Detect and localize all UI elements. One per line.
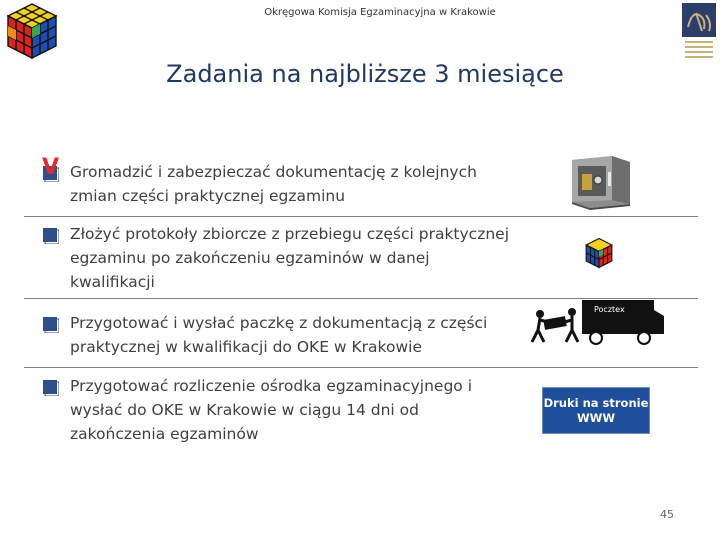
- rubik-cube-icon: [4, 2, 60, 60]
- task-text-2: Złożyć protokoły zbiorcze z przebiegu części praktycznej egzaminu po zakończeniu egzaminów w danej kwalifikacji: [70, 225, 510, 291]
- checkbox-bullet-icon: [42, 316, 59, 333]
- slide-title: Zadania na najbliższe 3 miesiące: [166, 60, 564, 88]
- page-number: 45: [660, 508, 674, 521]
- task-item-4: [42, 374, 512, 446]
- task-item-2: [42, 222, 512, 294]
- checkbox-bullet-icon: [42, 227, 59, 244]
- check-mark: V: [42, 155, 60, 180]
- oke-logo-icon: [682, 3, 716, 63]
- task-text-1: Gromadzić i zabezpieczać dokumentację z kolejnych zmian części praktycznej egzaminu: [70, 163, 477, 205]
- task-text-4: Przygotować rozliczenie ośrodka egzaminacyjnego i wysłać do OKE w Krakowie w ciągu 14 dni od zakończenia egzaminów: [70, 377, 473, 443]
- rubik-cube-icon: [584, 237, 614, 269]
- divider-3: [24, 367, 698, 368]
- task-item-1: [42, 155, 512, 208]
- checkbox-bullet-icon: [42, 379, 59, 396]
- divider-1: [24, 216, 698, 217]
- header-organization: Okręgowa Komisja Egzaminacyjna w Krakowie: [264, 7, 496, 18]
- truck-label: Pocztex: [594, 305, 625, 314]
- task-text-3: Przygotować i wysłać paczkę z dokumentacją z części praktycznej w kwalifikacji do OKE w Krakowie: [70, 314, 488, 356]
- safe-icon: [568, 152, 634, 210]
- druki-link-button[interactable]: Druki na stronie WWW: [542, 387, 650, 434]
- task-item-3: [42, 311, 512, 359]
